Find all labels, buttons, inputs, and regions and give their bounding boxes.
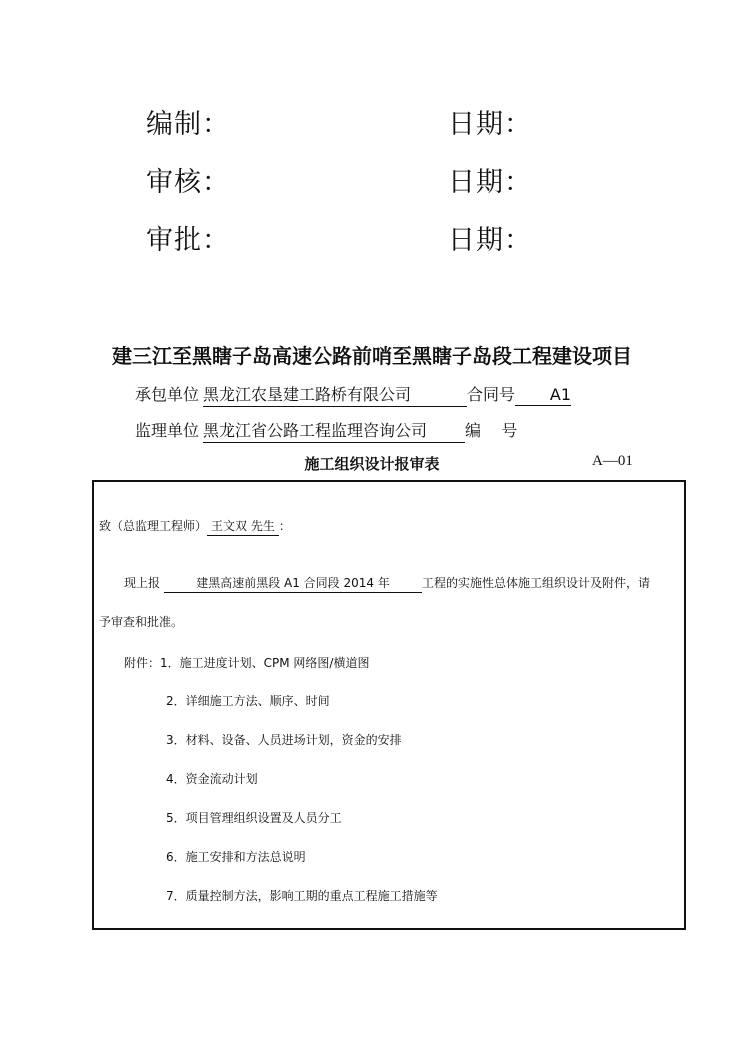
attachments-label: 附件： <box>124 656 161 670</box>
addressee-suffix: ： <box>278 519 291 533</box>
report-prefix: 现上报 <box>124 576 161 590</box>
serial-label: 编 号 <box>465 421 518 440</box>
compiled-date-label: 日期： <box>448 109 532 140</box>
addressee-name: 王文双 先生 <box>207 517 279 536</box>
form-code: A—01 <box>592 453 633 469</box>
supervisor-value: 黑龙江省公路工程监理咨询公司 <box>203 418 465 443</box>
approved-date-label: 日期： <box>448 225 532 256</box>
addressee-prefix: 致（总监理工程师） <box>99 519 208 533</box>
contractor-line <box>135 382 571 407</box>
attachment-7: 7．质量控制方法，影响工期的重点工程施工措施等 <box>166 889 438 903</box>
reviewed-by-label: 审核： <box>146 167 230 198</box>
reviewed-date-label: 日期： <box>448 167 532 198</box>
contract-no-value: A1 <box>515 385 571 406</box>
attachment-2: 2．详细施工方法、顺序、时间 <box>166 694 330 708</box>
form-title: 施工组织设计报审表 <box>304 455 440 473</box>
project-title: 建三江至黑瞎子岛高速公路前哨至黑瞎子岛段工程建设项目 <box>112 344 632 368</box>
compiled-by-label: 编制： <box>146 109 230 140</box>
supervisor-line <box>135 418 517 443</box>
form-box <box>92 480 686 930</box>
addressee-line <box>99 517 291 536</box>
report-suffix: 工程的实施性总体施工组织设计及附件，请 <box>422 576 651 590</box>
attachment-1 <box>124 654 369 671</box>
contract-no-label: 合同号 <box>467 385 516 404</box>
approved-by-label: 审批： <box>146 225 230 256</box>
supervisor-label: 监理单位 <box>135 421 200 440</box>
attachment-4: 4．资金流动计划 <box>166 772 258 786</box>
attachment-3: 3．材料、设备、人员进场计划，资金的安排 <box>166 733 402 747</box>
report-value: 建黑高速前黑段 A1 合同段 2014 年 <box>164 574 422 593</box>
contractor-value: 黑龙江农垦建工路桥有限公司 <box>203 382 467 407</box>
attachment-5: 5．项目管理组织设置及人员分工 <box>166 811 342 825</box>
report-line-2: 予审查和批准。 <box>99 615 184 629</box>
attachment-item: 1．施工进度计划、CPM 网络图/横道图 <box>160 656 370 670</box>
attachment-6: 6．施工安排和方法总说明 <box>166 850 306 864</box>
contractor-label: 承包单位 <box>135 385 200 404</box>
report-line <box>124 574 650 593</box>
